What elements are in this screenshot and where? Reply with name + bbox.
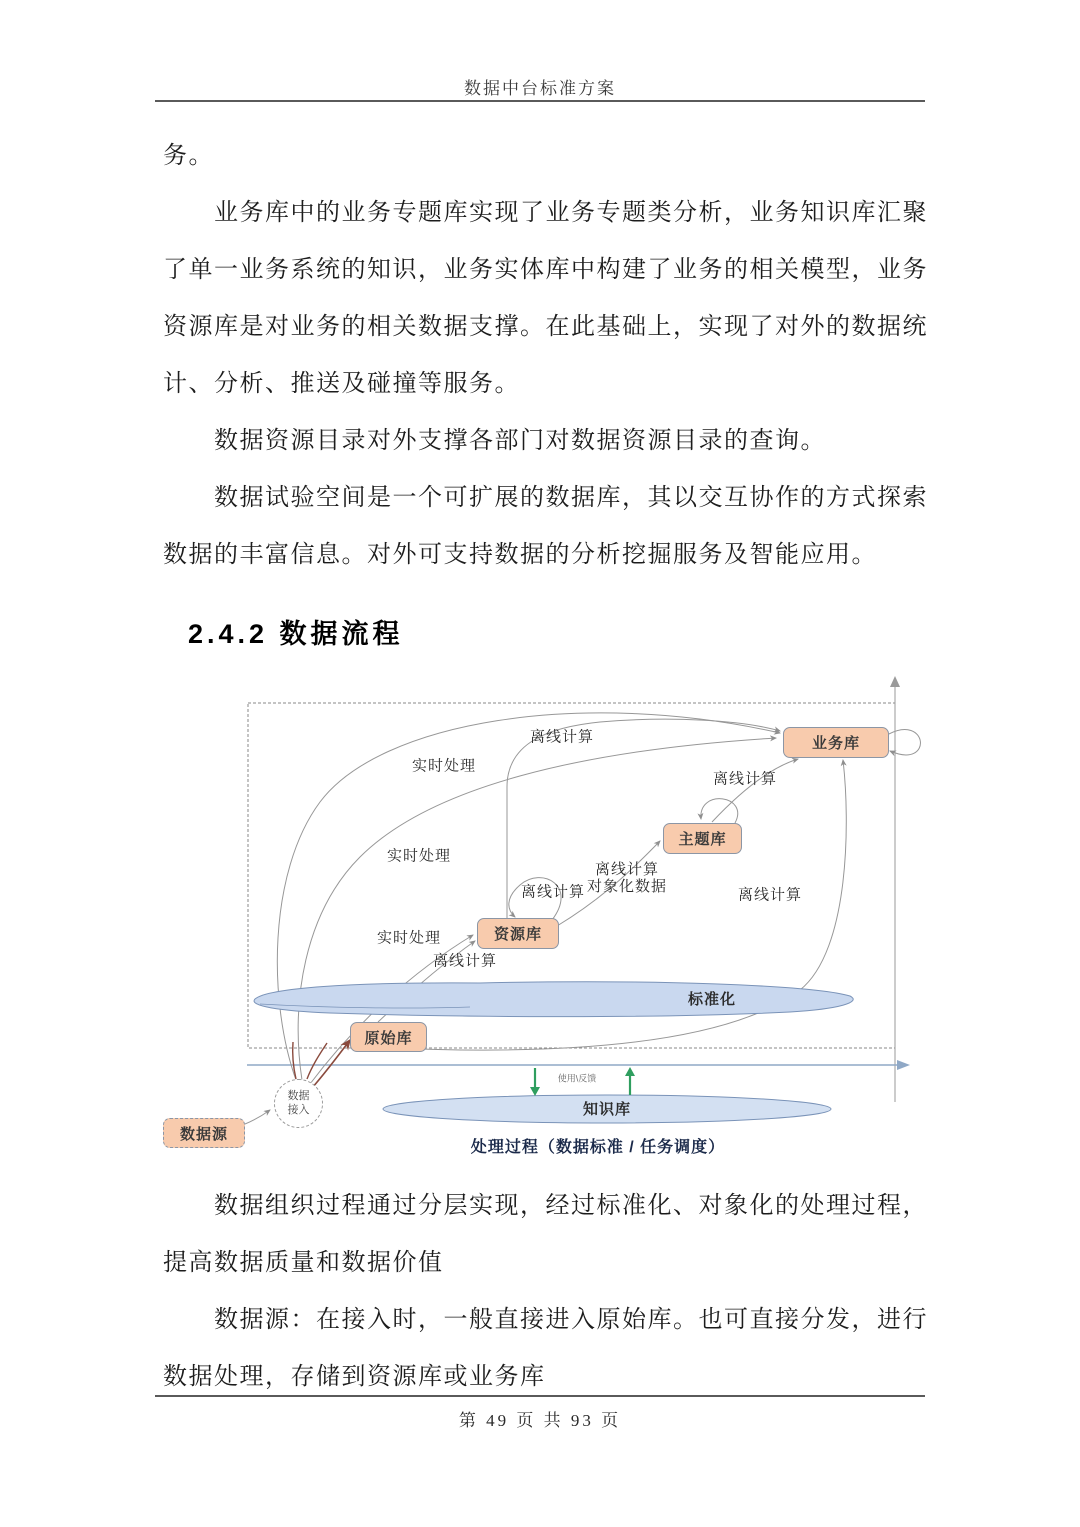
edge-source-to-access <box>245 1110 270 1124</box>
data-access-circle <box>274 1079 323 1128</box>
horizontal-axis-arrow <box>897 1060 910 1070</box>
text-line: 了单一业务系统的知识，业务实体库中构建了业务的相关模型，业务 <box>163 257 928 283</box>
paragraph-block-top <box>163 128 943 584</box>
page-number: 第 49 页 共 93 页 <box>458 1411 622 1430</box>
data-source-label: 数据源 <box>179 1125 228 1143</box>
label-realtime-3: 实时处理 <box>376 929 442 947</box>
text-line: 数据的丰富信息。对外可支持数据的分析挖掘服务及智能应用。 <box>163 542 877 568</box>
data-access-line2: 接入 <box>287 1103 310 1116</box>
standardization-label: 标准化 <box>687 991 737 1008</box>
standardization-cloud <box>254 982 853 1017</box>
section-heading: 2.4.2 数据流程 <box>188 619 404 649</box>
edge-access-to-raw <box>312 1040 350 1088</box>
subject-db-label: 主题库 <box>678 831 727 848</box>
paragraph-block-bottom <box>163 1178 943 1406</box>
text-line: 数据试验空间是一个可扩展的数据库，其以交互协作的方式探索 <box>214 485 928 511</box>
label-offline-low: 离线计算 <box>432 952 498 970</box>
diagram-caption: 处理过程（数据标准 / 任务调度） <box>470 1139 726 1156</box>
label-usage-feedback: 使用\反馈 <box>557 1073 597 1084</box>
label-realtime-1: 实时处理 <box>411 757 477 775</box>
label-realtime-2: 实时处理 <box>386 847 452 865</box>
loop-business <box>887 730 920 755</box>
label-offline-objectified-line2: 对象化数据 <box>586 878 668 895</box>
text-line: 数据源：在接入时，一般直接进入原始库。也可直接分发，进行 <box>214 1307 928 1333</box>
loop-subject <box>701 799 738 823</box>
text-line: 数据处理，存储到资源库或业务库 <box>163 1364 546 1390</box>
subject-db-box <box>663 823 742 854</box>
resource-db-box <box>477 918 559 949</box>
text-line: 资源库是对业务的相关数据支撑。在此基础上，实现了对外的数据统 <box>163 314 928 340</box>
text-line: 提高数据质量和数据价值 <box>163 1250 444 1276</box>
label-offline-top: 离线计算 <box>529 728 595 746</box>
business-db-label: 业务库 <box>811 735 860 752</box>
resource-db-label: 资源库 <box>493 926 542 943</box>
label-offline-subject: 离线计算 <box>712 770 778 788</box>
data-source-box <box>163 1118 245 1148</box>
header-title: 数据中台标准方案 <box>464 79 616 98</box>
raw-db-label: 原始库 <box>364 1029 413 1047</box>
business-db-box <box>783 727 889 758</box>
data-flow-diagram <box>150 672 930 1167</box>
label-offline-objectified-line1: 离线计算 <box>594 861 660 878</box>
header-divider <box>155 100 925 102</box>
text-line: 计、分析、推送及碰撞等服务。 <box>163 371 520 397</box>
text-line: 数据资源目录对外支撑各部门对数据资源目录的查询。 <box>214 428 826 454</box>
vertical-axis-arrow <box>890 676 900 687</box>
green-arrow-up-head <box>625 1067 635 1076</box>
data-access-line1: 数据 <box>287 1089 310 1102</box>
raw-db-box <box>350 1022 427 1052</box>
text-line: 数据组织过程通过分层实现，经过标准化、对象化的处理过程， <box>214 1193 928 1219</box>
green-arrow-down-head <box>530 1087 540 1096</box>
label-offline-loop: 离线计算 <box>520 883 586 901</box>
footer-divider <box>155 1395 925 1397</box>
label-offline-objectified <box>587 861 667 895</box>
label-offline-right: 离线计算 <box>737 886 803 904</box>
text-line: 业务库中的业务专题库实现了业务专题类分析，业务知识库汇聚 <box>214 200 928 226</box>
text-line: 务。 <box>163 143 214 169</box>
knowledge-label: 知识库 <box>582 1101 632 1118</box>
